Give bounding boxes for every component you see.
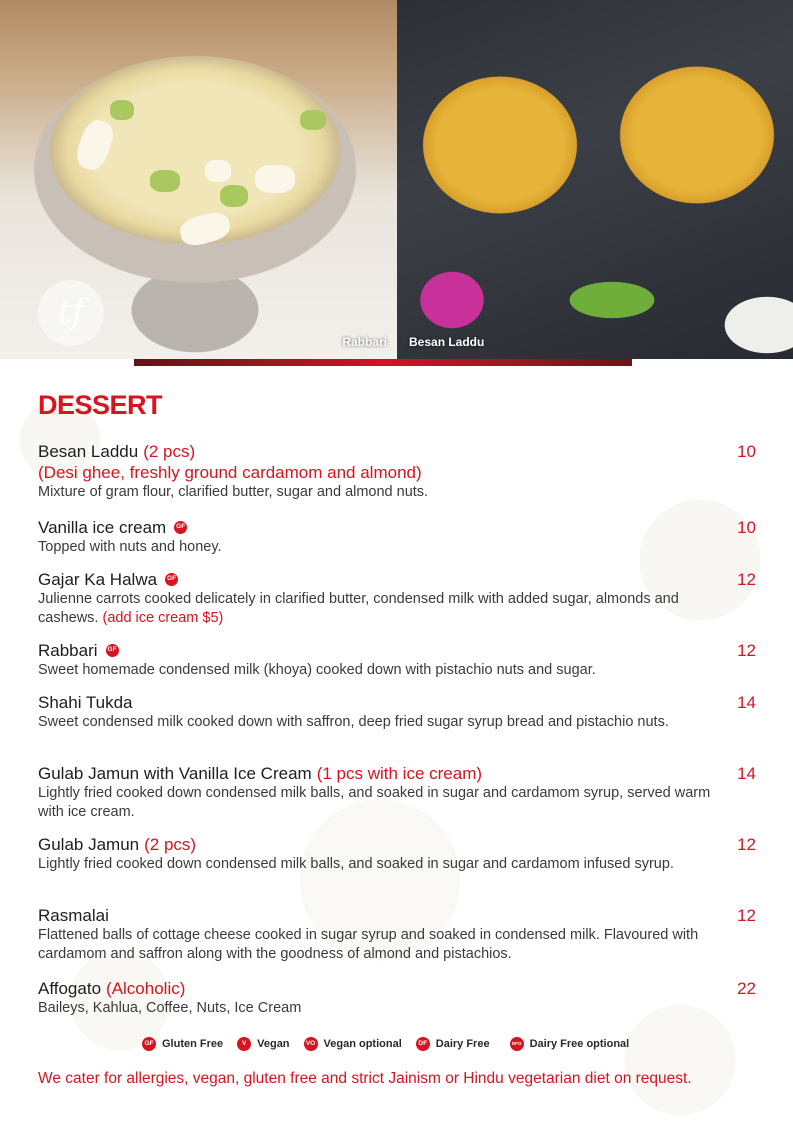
item-price: 14 (737, 764, 756, 783)
legend-label: Dairy Free (435, 1038, 490, 1050)
item-name: Shahi Tukda (38, 693, 133, 712)
item-name: Gulab Jamun (38, 835, 140, 854)
legend-gluten-free (142, 1037, 223, 1051)
item-price: 14 (737, 693, 756, 712)
item-description (38, 590, 738, 627)
besan-laddu-photo (397, 0, 793, 359)
item-price: 22 (737, 979, 756, 998)
dietary-legend (142, 1037, 629, 1051)
item-price: 12 (737, 906, 756, 925)
menu-item (38, 763, 758, 821)
legend-vegan-optional (304, 1037, 402, 1051)
menu-item (38, 441, 758, 502)
item-description-text: Julienne carrots cooked delicately in clarified butter, condensed milk with added sugar, almonds and cashews. (38, 591, 679, 626)
item-description: Lightly fried cooked down condensed milk balls, and soaked in sugar and cardamom infused syrup. (38, 856, 674, 872)
item-description: Sweet homemade condensed milk (khoya) cooked down with pistachio nuts and sugar. (38, 662, 596, 678)
hero-photos (0, 0, 793, 359)
item-note: (2 pcs) (144, 835, 197, 854)
item-price: 10 (737, 518, 756, 537)
accent-divider (134, 359, 632, 366)
item-name: Vanilla ice cream (38, 518, 167, 537)
menu-item (38, 905, 758, 963)
item-note: (Alcoholic) (106, 979, 186, 998)
item-name: Gajar Ka Halwa (38, 570, 158, 589)
rabbari-caption: Rabbari (342, 335, 387, 349)
item-note: (2 pcs) (143, 442, 196, 461)
gluten-free-icon: GF (106, 644, 119, 657)
vegan-optional-icon: VO (304, 1037, 318, 1051)
item-price: 12 (737, 835, 756, 854)
menu-item (38, 834, 758, 874)
item-name: Rasmalai (38, 906, 109, 925)
restaurant-logo-watermark: tf (38, 280, 104, 346)
legend-vegan (237, 1037, 289, 1051)
allergy-note: We cater for allergies, vegan, gluten free and strict Jainism or Hindu vegetarian diet on request. (38, 1070, 692, 1087)
legend-label: Dairy Free optional (529, 1038, 630, 1050)
legend-label: Vegan optional (323, 1038, 402, 1050)
item-addon-note: (add ice cream $5) (102, 609, 224, 626)
menu-item (38, 640, 758, 680)
item-subnote: (Desi ghee, freshly ground cardamom and almond) (38, 463, 422, 482)
legend-dairy-free-optional (510, 1037, 630, 1051)
item-description: Mixture of gram flour, clarified butter, sugar and almond nuts. (38, 484, 429, 500)
menu-item (38, 692, 758, 732)
item-description: Sweet condensed milk cooked down with saffron, deep fried sugar syrup bread and pistachio nuts. (38, 714, 669, 730)
item-description: Flattened balls of cottage cheese cooked in sugar syrup and soaked in condensed milk. Flavoured with cardamom and saffron along with the goodness of almond and pistachios. (38, 927, 699, 962)
vegan-icon: V (237, 1037, 251, 1051)
item-price: 12 (737, 570, 756, 589)
dairy-free-icon: DF (416, 1037, 430, 1051)
menu-item (38, 517, 758, 557)
menu-item (38, 569, 758, 627)
gluten-free-icon: GF (165, 573, 178, 586)
item-name: Rabbari (38, 641, 98, 660)
item-name: Affogato (38, 979, 102, 998)
gluten-free-icon: GF (174, 521, 187, 534)
item-price: 10 (737, 442, 756, 461)
dairy-free-optional-icon: DFO (510, 1037, 524, 1051)
besan-laddu-caption: Besan Laddu (409, 335, 485, 349)
item-name: Besan Laddu (38, 442, 139, 461)
menu-item (38, 978, 758, 1018)
rabbari-photo (0, 0, 397, 359)
gluten-free-icon: GF (142, 1037, 156, 1051)
legend-dairy-free (416, 1037, 490, 1051)
legend-label: Vegan (257, 1038, 290, 1050)
item-note: (1 pcs with ice cream) (316, 764, 483, 783)
item-name: Gulab Jamun with Vanilla Ice Cream (38, 764, 312, 783)
legend-label: Gluten Free (162, 1038, 224, 1050)
item-description: Baileys, Kahlua, Coffee, Nuts, Ice Cream (38, 1000, 302, 1016)
item-description: Topped with nuts and honey. (38, 539, 222, 555)
item-description: Lightly fried cooked down condensed milk balls, and soaked in sugar and cardamom syrup, served warm with ice cream. (38, 785, 711, 820)
section-title: DESSERT (38, 390, 163, 420)
item-price: 12 (737, 641, 756, 660)
